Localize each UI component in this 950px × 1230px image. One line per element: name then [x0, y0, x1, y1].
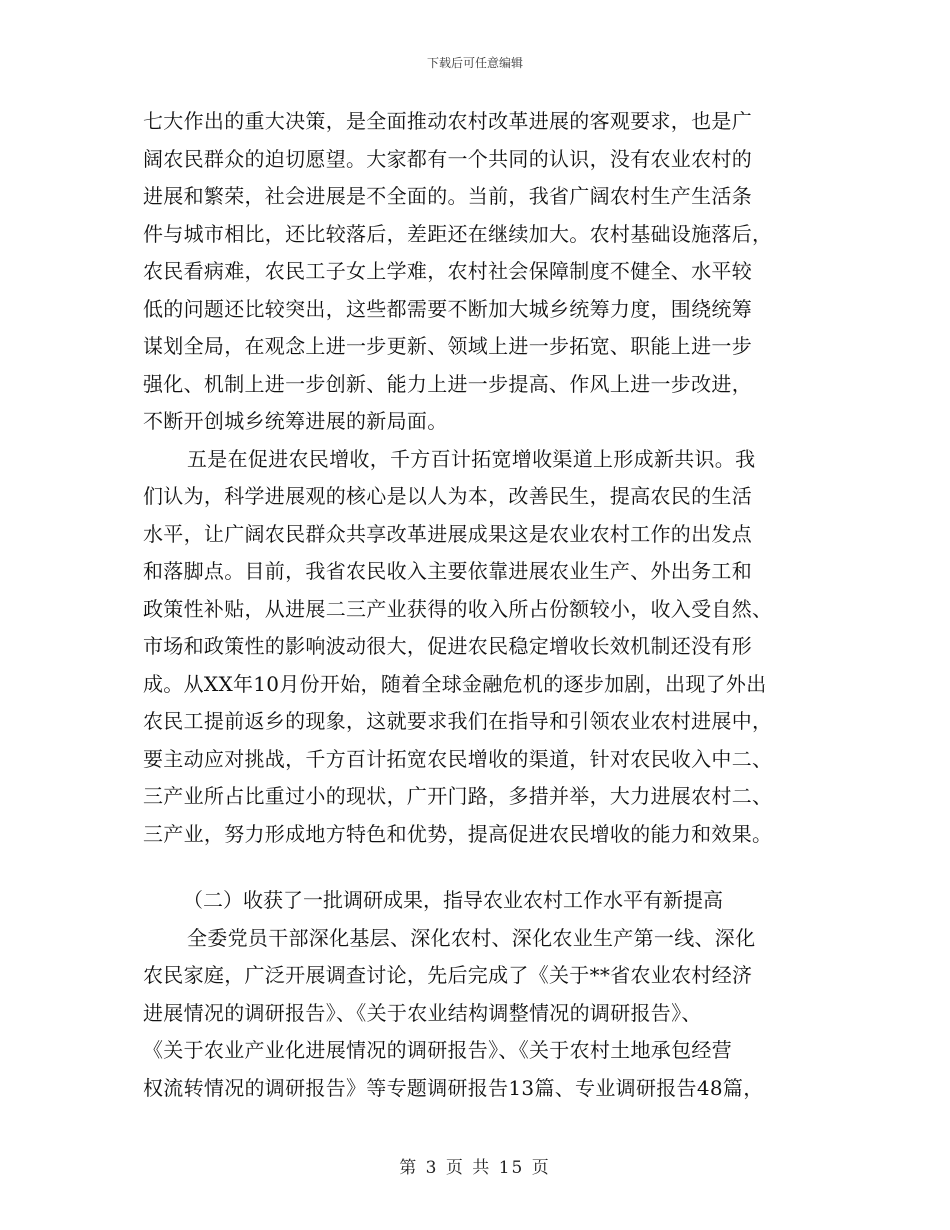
text-line: 水平，让广阔农民群众共享改革进展成果这是农业农村工作的出发点 — [143, 521, 752, 546]
text-line: 权流转情况的调研报告》等专题调研报告13篇、专业调研报告48篇， — [143, 1075, 764, 1100]
paragraph-urban-rural — [143, 103, 811, 441]
text-line: 市场和政策性的影响波动很大，促进农民稳定增收长效机制还没有形 — [143, 634, 752, 658]
section-spacer — [143, 853, 811, 882]
text-line: 政策性补贴，从进展二三产业获得的收入所占份额较小，收入受自然、 — [143, 596, 773, 621]
text-line: 全委党员干部深化基层、深化农村、深化农业生产第一线、深化 — [187, 925, 756, 950]
text-line: 和落脚点。目前，我省农民收入主要依靠进展农业生产、外出务工和 — [143, 559, 752, 583]
text-line: 《关于农业产业化进展情况的调研报告》、《关于农村土地承包经营 — [143, 1038, 732, 1062]
text-line: 五是在促进农民增收，千方百计拓宽增收渠道上形成新共识。我 — [187, 446, 756, 471]
text-line: 进展和繁荣，社会进展是不全面的。当前，我省广阔农村生产生活条 — [143, 184, 752, 208]
text-line: 件与城市相比，还比较落后，差距还在继续加大。农村基础设施落后， — [143, 221, 773, 246]
text-line: 三产业，努力形成地方特色和优势，提高促进农民增收的能力和效果。 — [143, 821, 773, 846]
text-line: 要主动应对挑战，千方百计拓宽农民增收的渠道，针对农民收入中二、 — [143, 746, 773, 771]
text-line: 阔农民群众的迫切愿望。大家都有一个共同的认识，没有农业农村的 — [143, 146, 752, 171]
text-line: 低的问题还比较突出，这些都需要不断加大城乡统筹力度，围绕统筹 — [143, 296, 752, 321]
text-line: 不断开创城乡统筹进展的新局面。 — [143, 409, 448, 433]
document-body — [143, 103, 811, 1107]
text-line: 强化、机制上进一步创新、能力上进一步提高、作风上进一步改进， — [143, 371, 752, 396]
text-line: 谋划全局，在观念上进一步更新、领域上进一步拓宽、职能上进一步 — [143, 334, 752, 358]
text-line: 成。从XX年10月份开始，随着全球金融危机的逐步加剧，出现了外出 — [143, 671, 767, 696]
text-line: 七大作出的重大决策，是全面推动农村改革进展的客观要求，也是广 — [143, 109, 752, 133]
text-line: 三产业所占比重过小的现状，广开门路，多措并举，大力进展农村二、 — [143, 784, 773, 808]
text-line: 进展情况的调研报告》、《关于农业结构调整情况的调研报告》、 — [143, 1000, 702, 1025]
header-note: 下载后可任意编辑 — [426, 56, 523, 70]
page-number: 第 3 页 共 15 页 — [399, 1158, 551, 1178]
text-line: 们认为，科学进展观的核心是以人为本，改善民生，提高农民的生活 — [143, 484, 752, 508]
paragraph-research — [143, 920, 811, 1108]
text-line: 农民工提前返乡的现象，这就要求我们在指导和引领农业农村进展中， — [143, 709, 773, 733]
section-heading: （二）收获了一批调研成果，指导农业农村工作水平有新提高 — [183, 888, 723, 912]
text-line: 农民看病难，农民工子女上学难，农村社会保障制度不健全、水平较 — [143, 259, 752, 283]
paragraph-farmer-income — [143, 441, 811, 854]
text-line: 农民家庭，广泛开展调查讨论，先后完成了《关于**省农业农村经济 — [143, 963, 753, 987]
